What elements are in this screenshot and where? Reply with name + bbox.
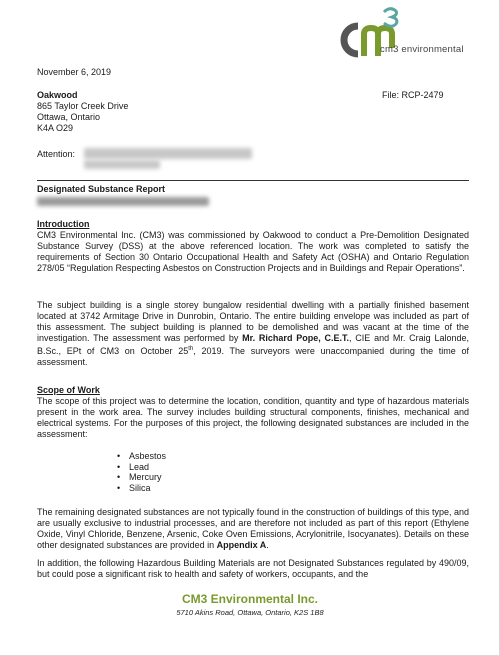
intro-paragraph: CM3 Environmental Inc. (CM3) was commissioned by Oakwood to conduct a Pre-Demolition Designated Substance Survey (DSS) at the above referenced location. The work was completed to satisfy the requirements of Section 30 Ontario Occupational Health and Safety Act (OSHA) and Ontario Regulation 278/05 “Regulation Respecting Asbestos on Construction Projects and in Buildings and Repair Operations”.	[37, 230, 469, 273]
list-item: • Silica	[117, 483, 166, 494]
redacted-contact-email	[84, 160, 160, 169]
logo-wordmark: cm3 environmental	[380, 44, 464, 55]
substance-list	[117, 451, 166, 493]
section-heading-introduction: Introduction	[37, 219, 90, 229]
scope-paragraph-3: In addition, the following Hazardous Building Materials are not Designated Substances regulated by 490/09, but could pose a significant risk to health and safety of workers, occupants, and the	[37, 558, 469, 579]
report-title: Designated Substance Report	[37, 184, 166, 194]
cm3-logo	[318, 4, 468, 64]
redacted-site-address	[37, 197, 209, 206]
recipient-name: Oakwood	[37, 90, 78, 100]
divider	[37, 180, 469, 181]
intro-paragraph-2: The subject building is a single storey bungalow residential dwelling with a partially finished basement located at 3742 Armitage Drive in Dunrobin, Ontario. The entire building envelope was included as part of this assessment. The subject building is planned to be demolished and was vacant at the time of the investigation. The assessment was performed by Mr. Richard Pope, C.E.T., CIE and Mr. Craig Lalonde, B.Sc., EPt of CM3 on October 25th, 2019. The surveyors were unaccompanied during the time of assessment.	[37, 300, 470, 367]
scope-paragraph-2: The remaining designated substances are not typically found in the construction of buildings of this type, and are usually exclusive to industrial processes, and are therefore not included as part of this report (Ethylene Oxide, Vinyl Chloride, Benzene, Arsenic, Coke Oven Emissions, Acrylonitrile, Isocyanates). Details on these other designated substances are provided in Appendix A.	[37, 507, 469, 550]
recipient-address-line: Ottawa, Ontario	[37, 112, 101, 122]
attention-label: Attention:	[37, 149, 76, 159]
scope-paragraph: The scope of this project was to determine the location, condition, quantity and type of hazardous materials present in the work area. The survey includes building structural components, finishes, mechanical and electrical systems. For the purposes of this project, the following designated substances are included in the assessment:	[37, 396, 469, 439]
recipient-address-line: K4A O29	[37, 123, 74, 133]
redacted-contact-name	[84, 148, 252, 159]
footer-company-name: CM3 Environmental Inc.	[181, 592, 319, 606]
letter-date: November 6, 2019	[37, 67, 112, 77]
recipient-address-line: 865 Taylor Creek Drive	[37, 101, 129, 111]
section-heading-scope: Scope of Work	[37, 385, 100, 395]
list-item: • Lead	[117, 462, 166, 473]
list-item: • Mercury	[117, 472, 166, 483]
file-reference: File: RCP-2479	[382, 90, 444, 100]
footer-address: 5710 Akins Road, Ottawa, Ontario, K2S 1B8	[176, 608, 324, 617]
list-item: • Asbestos	[117, 451, 166, 462]
